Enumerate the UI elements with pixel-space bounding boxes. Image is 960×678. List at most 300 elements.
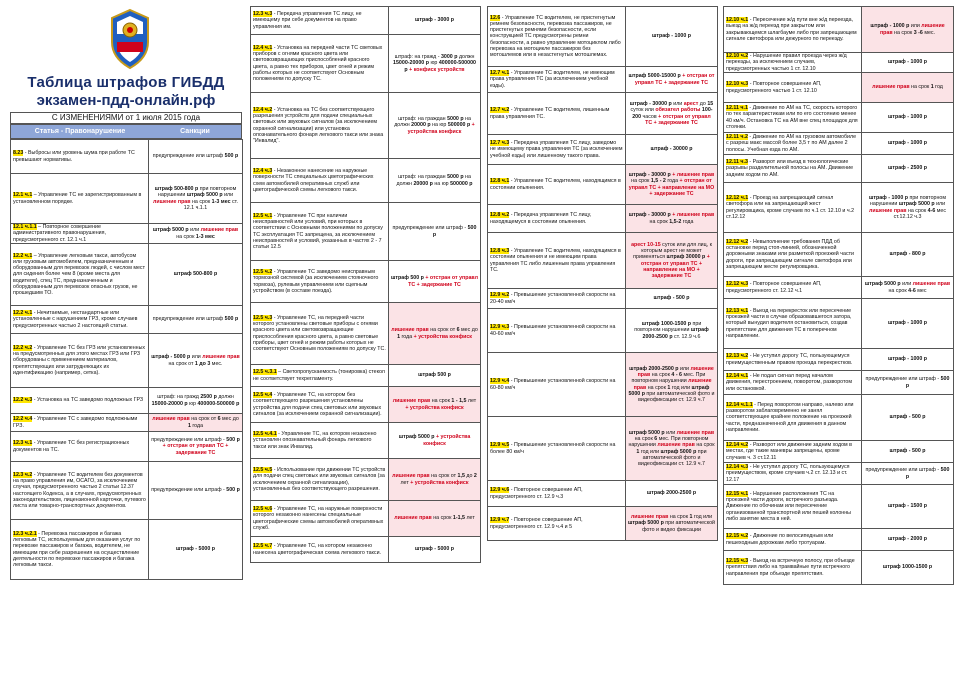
penalty-highlight: + направление на МО (656, 184, 715, 191)
article-number: 12.12 ч.1 (726, 195, 749, 202)
table-row (251, 423, 481, 459)
penalty-text: на срок (634, 436, 655, 443)
article-number: 12.3 ч.1 (13, 440, 33, 447)
penalty-cell (626, 165, 718, 205)
penalty-cell (149, 432, 243, 462)
article-number: 12.9 ч.6 (490, 487, 510, 494)
article-number: 12.7 ч.1 (490, 70, 510, 77)
violation-cell (488, 353, 626, 417)
penalty-text: штраф - 30000 р (650, 146, 693, 153)
penalty-text: часов (641, 113, 659, 120)
penalty-text: или (909, 23, 922, 30)
penalty-text: или (664, 430, 677, 437)
article-number: 12.6 (490, 15, 501, 22)
penalty-text: лет (464, 515, 475, 522)
penalty-text: штраф - 1000 р (870, 23, 910, 30)
penalty-text: 15 (707, 101, 714, 108)
penalty-cell (626, 507, 718, 541)
penalty-text: 500 р (905, 467, 950, 480)
penalty-highlight: + отстран от управл ТС (628, 178, 712, 191)
article-number: 12.10 ч.1 (726, 17, 749, 24)
article-number: 12.5 ч.4 (253, 392, 273, 399)
violation-text: - Управление ТС, на передней части которого установлены световые приборы с огнями красного цвета или световозвращающие приспособления красного цвета, а равно световые приборы, цвет огней и режим работы которых не соответствуют Основным положениям по допуску ТС. (253, 315, 386, 352)
violation-text: - Управление ТС водителем без документов на право управления им, ОСАГО, за исключением случая, предусмотренного частью 2 статьи 12.37 настоящего Кодекса, а в случаях, предусмотренных законодательством, лицензионной карточки, путевого листа или товарно-транспортных документов. (13, 472, 146, 509)
penalty-highlight: арест 10-15 (631, 242, 661, 249)
violation-text: - Управление ТС водителем, лишенным права управления ТС. (490, 107, 610, 120)
violation-cell (488, 93, 626, 135)
gibdd-emblem-icon (108, 8, 152, 70)
penalty-text: 3000 р (440, 54, 458, 61)
table-row (11, 174, 243, 224)
penalty-text: год или (670, 384, 692, 391)
violation-cell (251, 537, 389, 563)
table-row (251, 203, 481, 261)
article-number: 12.14 ч.1 (726, 373, 749, 380)
table-row (724, 53, 954, 73)
penalty-text: год (933, 84, 943, 91)
penalty-cell (389, 387, 481, 423)
penalty-cell (626, 205, 718, 233)
penalty-text: штраф - 5000 р (414, 546, 455, 553)
article-number: 12.8 ч.1 (490, 178, 510, 185)
penalty-text: ст. 12.1 ч.1.1 (183, 198, 238, 211)
penalty-text: 1 (689, 514, 693, 521)
violation-cell (11, 140, 149, 174)
penalty-text: 500 р (226, 487, 240, 494)
penalty-text: года (681, 218, 694, 225)
penalty-text: штраф - 1000 р (887, 320, 928, 327)
article-number: 12.13 ч.2 (726, 353, 749, 360)
penalty-highlight: + задержание ТС (651, 266, 700, 279)
penalty-highlight: + устройства конфиск (413, 333, 472, 340)
table-row (488, 165, 718, 205)
violation-cell (488, 309, 626, 353)
article-number: 12.5 ч.1 (253, 213, 273, 220)
penalty-cell (626, 135, 718, 165)
violation-cell (11, 462, 149, 520)
penalty-highlight: + устройства конфиск (407, 122, 475, 135)
table-row (724, 73, 954, 103)
article-number: 12.15 ч.2 (726, 533, 749, 540)
violation-text: - Управление ТС с заведомо подложными ГРЗ. (13, 416, 138, 429)
violation-cell (724, 103, 862, 133)
table-row (251, 365, 481, 387)
penalty-text: штраф - 2000 р (887, 536, 928, 543)
table-row (488, 205, 718, 233)
table-row (251, 261, 481, 303)
penalty-cell (149, 306, 243, 334)
table-row (11, 462, 243, 520)
violation-text: - Перевозка пассажиров и багажа легковым ТС, используемым для оказания услуг по перевозке пассажиров и багажа, водителем, не имеющим при себе разрешения на осуществление деятельности по перевозке пассажиров и багажа легковым такси. (13, 531, 141, 568)
violation-cell (251, 365, 389, 387)
violation-text: - Движение по велосипедным или пешеходным дорожкам либо тротуарам. (726, 533, 834, 546)
penalty-text: на срок (190, 198, 212, 205)
penalty-text: 400000-500000 р (197, 400, 240, 407)
violation-text: - Использование при движении ТС устройств для подачи спец световых или звуковых сигналов (за исключением охранной сигнализации), установленных без соответствующего разрешения. (253, 467, 386, 492)
violation-cell (724, 485, 862, 529)
table-row (11, 432, 243, 462)
penalty-text: штраф 5000 р (660, 448, 697, 455)
table-row (488, 67, 718, 93)
violation-cell (724, 133, 862, 155)
penalty-text: штраф - 1500 р (887, 503, 928, 510)
penalty-cell (389, 537, 481, 563)
penalty-cell (149, 244, 243, 306)
fines-table-4 (723, 6, 954, 585)
penalty-text: мес ст.12.12 ч.3 (893, 207, 947, 220)
penalty-text: 1 (930, 84, 934, 91)
penalty-cell (149, 520, 243, 580)
penalty-highlight: лишение прав (200, 227, 239, 234)
violation-text: - Управление ТС заведомо неисправным тормозной системой (за исключением стояночного тормоза), рулевым управлением или сцепным устройством (в составе поезда). (253, 269, 379, 294)
penalty-text: штраф 1000-1500 р (882, 564, 933, 571)
penalty-text: штраф 5000 р (398, 434, 435, 441)
violation-cell (488, 417, 626, 481)
article-number: 12.2 ч.4 (13, 416, 33, 423)
violation-cell (488, 165, 626, 205)
penalty-text: на срок (888, 287, 909, 294)
penalty-cell (149, 388, 243, 414)
table-row (251, 159, 481, 203)
penalty-text: предупреждение или штраф - (151, 487, 227, 494)
table-row (724, 233, 954, 277)
penalty-text: штраф 1000-1500 р (641, 321, 692, 328)
penalty-highlight: лишение прав (872, 84, 910, 91)
violation-cell (724, 551, 862, 585)
violation-text: - Управление ТС, на котором незаконно установлен опознавательный фонарь легкового такси или знак Инвалид. (253, 431, 377, 450)
violation-cell (488, 205, 626, 233)
penalty-cell (862, 485, 954, 529)
table-row (488, 481, 718, 507)
violation-text: - Управление ТС водителем, находящимся в состоянии опьянения и не имеющим права управления ТС либо лишенным права управления ТС. (490, 248, 621, 273)
penalty-text: лет (400, 479, 411, 486)
article-number: 12.3 ч.3 (253, 11, 273, 18)
penalty-text: 1 - 1,5 (451, 398, 467, 405)
violation-text: - Повторное совершение АП, предусмотренного ст. 12.9 ч.3 (490, 487, 583, 500)
penalty-cell (389, 423, 481, 459)
penalty-text: до (698, 101, 708, 108)
article-number: 12.2 ч.3 (13, 397, 33, 404)
article-number: 12.15 ч.3 (726, 558, 749, 565)
penalty-text: на срок (892, 29, 914, 36)
penalty-text: 1 (397, 333, 401, 340)
penalty-text: 4-6 (908, 287, 916, 294)
penalty-text: 5000 р (447, 174, 464, 181)
violation-text: - Разворот или движение задним ходом в местах, где такие маневры запрещены, кроме случаев ч. 3 ст.12.11 (726, 442, 852, 461)
violation-cell (488, 233, 626, 289)
penalty-cell (389, 159, 481, 203)
penalty-highlight: + устройства конфиск (423, 434, 471, 447)
violation-cell (488, 481, 626, 507)
penalty-text: при повторном нарушении (869, 195, 947, 208)
penalty-text: на юр (432, 180, 451, 187)
violation-cell (724, 7, 862, 53)
violation-text: - Управление ТС без ГРЗ или установленных на предусмотренных для этого местах ГРЗ или ГРЗ оборудованы с применением материалов, препятствующих или затрудняющих их идентификацию (например, сетка). (13, 345, 146, 376)
table-row (488, 353, 718, 417)
table-row (11, 414, 243, 432)
penalty-text: года (665, 178, 680, 185)
penalty-text: года (400, 333, 414, 340)
penalty-text: на юр (430, 122, 448, 129)
violation-cell (724, 371, 862, 395)
penalty-text: 3 -6 (913, 29, 923, 36)
violation-text: - Движение по АМ на ТС, скорость которого по тех характеристикам или по его состоянию менее 40 км/ч. Остановка ТС на АМ вне спец площадок для стоянки. (726, 105, 858, 130)
penalty-text: мес до (220, 416, 239, 423)
violation-text: - Управление ТС, на котором без соответствующего разрешения установлены устройства для подачи спец световых или звуковых сигналов (за исключением охранной сигнализации). (253, 392, 382, 417)
table-row (251, 537, 481, 563)
penalty-text: мес. При повторном нарушении (631, 372, 706, 385)
violation-text: - Управление ТС, на котором незаконно нанесена цветографическая схема легкового такси. (253, 543, 381, 556)
table-row (724, 277, 954, 299)
penalty-cell (389, 7, 481, 35)
penalty-highlight: лишение прав (392, 473, 430, 480)
table-row (724, 395, 954, 441)
penalty-text: 4 - 6 (671, 372, 683, 379)
penalty-text: штраф - 30000 р (628, 172, 671, 179)
penalty-cell (862, 395, 954, 441)
penalty-text: штраф 500-800 р (173, 271, 218, 278)
article-number: 8.23 (13, 150, 24, 157)
penalty-text: 1 (187, 422, 191, 429)
penalty-highlight: + отстран от управл ТС (162, 443, 224, 450)
penalty-text: предупреждение или штраф - (865, 376, 941, 383)
article-number: 12.11 ч.3 (726, 159, 748, 166)
violation-cell (724, 277, 862, 299)
violation-cell (11, 520, 149, 580)
penalty-text: 400000-500000 р (404, 60, 476, 73)
violation-cell (724, 299, 862, 349)
article-number: 12.3 ч.2.1 (13, 531, 37, 538)
penalty-highlight: обязател работы (655, 107, 701, 114)
penalty-text: штраф 30000 р (666, 254, 706, 261)
violation-text: – Повторное совершение административного правонарушения, предусмотренного ст. 12.1 ч.1 (13, 224, 106, 243)
table-row (488, 135, 718, 165)
penalty-text: 6 (654, 436, 658, 443)
article-number: 12.14 ч.3 (726, 464, 749, 471)
violation-cell (488, 507, 626, 541)
penalty-highlight: + устройства конфиск (405, 404, 464, 411)
fines-column-4 (723, 6, 953, 585)
penalty-highlight: лишение прав (633, 378, 712, 391)
violation-cell (724, 53, 862, 73)
violation-cell (11, 432, 149, 462)
penalty-highlight: лишение прав (394, 515, 432, 522)
table-row (724, 441, 954, 463)
penalty-text: 500 р (432, 225, 477, 238)
violation-text: - Движение по АМ на грузовом автомобиле с разреш макс массой более 3,5 т по АМ далее 2 полосы. Учебная езда по АМ. (726, 134, 857, 153)
penalty-highlight: + отстран от управл ТС (634, 73, 715, 86)
penalty-text: штраф - 1000 р (868, 195, 909, 202)
penalty-text: штраф 5000 р (628, 430, 665, 437)
penalty-text: на должн (396, 174, 471, 187)
penalty-highlight: лишение прав (657, 442, 695, 449)
penalty-text: 500000 р (450, 180, 473, 187)
penalty-text: на должн (394, 116, 471, 129)
penalty-text: штраф - 30000 р (628, 212, 671, 219)
table-row (11, 140, 243, 174)
violation-cell (251, 7, 389, 35)
article-number: 12.2 ч.1 (13, 310, 33, 317)
penalty-text: штраф: на граждан (398, 116, 448, 123)
penalty-highlight: лишение прав (637, 366, 714, 379)
penalty-text: 500 р (226, 437, 240, 444)
penalty-text: штраф - 5000 р (175, 546, 216, 553)
article-number: 12.4 ч.1 (253, 45, 273, 52)
penalty-text: штраф 500 р (391, 275, 424, 282)
article-number: 12.9 ч.4 (490, 378, 510, 385)
table-row (724, 183, 954, 233)
violation-text: - Выезд на перекресток или пересечение проезжей части в случае образовавшегося затора, который вынудил водителя остановиться, создав препятствие для движения ТС в поперечном направлении. (726, 308, 852, 339)
article-number: 12.10 ч.3 (726, 81, 749, 88)
table-row (724, 155, 954, 183)
violation-cell (724, 233, 862, 277)
penalty-text: штраф 500 р (418, 372, 451, 379)
violation-cell (724, 155, 862, 183)
table-row (488, 289, 718, 309)
violation-text: - Разворот или въезд в технологические разрывы разделительной полосы на АМ. Движение задним ходом по АМ. (726, 159, 854, 178)
penalty-text: 2 (473, 473, 477, 480)
penalty-text: мес. При повторном нарушении (628, 436, 709, 449)
fines-column-1 (10, 139, 242, 580)
penalty-text: штраф - 1000 р (651, 33, 692, 40)
penalty-highlight: + задержание ТС (175, 443, 229, 456)
penalty-text: должн (216, 394, 234, 401)
penalty-cell (862, 277, 954, 299)
penalty-text: штраф 5000 р (898, 201, 935, 208)
violation-cell (724, 463, 862, 485)
table-row (724, 133, 954, 155)
penalty-text: штраф - 3000 р (414, 17, 455, 24)
penalty-cell (149, 462, 243, 520)
penalty-cell (149, 414, 243, 432)
violation-cell (724, 349, 862, 371)
violation-text: - Передача управления ТС лицу, заведомо не имеющему права управления ТС (за исключением учебной езды) или лишенному такого права. (490, 140, 623, 159)
penalty-cell (862, 73, 954, 103)
penalty-text: штраф 5000-15000 р (628, 73, 681, 80)
penalty-highlight: + задержание ТС (652, 119, 698, 126)
penalty-text: штраф: на гражд - (394, 54, 441, 61)
violation-text: - Управление ТС водителем, не имеющим права управления ТС (за исключением учебной езды). (490, 70, 615, 89)
penalty-text: на срок (430, 398, 452, 405)
column-sanction: Санкции (180, 128, 210, 135)
article-number: 12.5 ч.6 (253, 506, 273, 513)
penalty-cell (862, 529, 954, 551)
penalty-highlight: + отстран от управл ТС (640, 254, 710, 267)
article-number: 12.15 ч.1 (726, 491, 749, 498)
article-number: 12.4 ч.2 (253, 107, 273, 114)
fines-column-2 (250, 6, 480, 563)
penalty-cell (389, 203, 481, 261)
penalty-text: на срок (650, 372, 672, 379)
penalty-highlight: + отстран от управл ТС (408, 275, 478, 288)
penalty-text: на срок от (428, 327, 457, 334)
violation-text: - Превышение установленной скорости на 40-60 км/ч (490, 324, 616, 337)
article-number: 12.9 ч.3 (490, 324, 510, 331)
penalty-highlight: лишение прав (391, 327, 429, 334)
penalty-text: 1 (667, 384, 671, 391)
penalty-cell (626, 353, 718, 417)
penalty-text: лет (466, 398, 477, 405)
fines-table-1 (10, 139, 243, 580)
penalty-cell (862, 103, 954, 133)
table-row (251, 459, 481, 501)
violation-text: - Установка на ТС без соответствующего разрешения устройств для подачи специальных световых или звуковых сигналов (за исключением охранной сигнализации) или установка опознавательного фонаря легкового такси или знака "Инвалид". (253, 107, 384, 144)
penalty-text: штраф - 2500 р (887, 165, 928, 172)
article-number: 12.14 ч.1.1 (726, 402, 753, 409)
penalty-text: год или (692, 514, 713, 521)
violation-text: - Управление ТС без регистрационных документов на ТС. (13, 440, 130, 453)
penalty-text: юр (187, 400, 198, 407)
violation-text: – Светопропускаемость (тонировка) стекол не соответствует техрегламенту. (253, 369, 385, 382)
violation-cell (724, 73, 862, 103)
article-number: 12.12 ч.2 (726, 239, 749, 246)
penalty-highlight: лишение прав (202, 354, 240, 361)
penalty-text: мес до (459, 327, 478, 334)
header (10, 6, 242, 112)
table-row (724, 7, 954, 53)
violation-cell (488, 135, 626, 165)
fines-table-3 (487, 6, 718, 541)
penalty-text: 6 (456, 327, 460, 334)
violation-cell (251, 203, 389, 261)
penalty-text: на срок от (168, 360, 195, 367)
penalty-highlight: лишение прав (676, 430, 715, 437)
violation-cell (251, 159, 389, 203)
violation-cell (11, 306, 149, 334)
penalty-text: или (900, 281, 913, 288)
article-number: 12.7 ч.3 (490, 140, 510, 147)
penalty-cell (862, 53, 954, 73)
penalty-text: суток или для лиц, к которым арест не может применяться (633, 242, 712, 261)
violation-text: - Невыполнение требования ПДД об остановке перед стоп-линией, обозначенной дорожными знаками или разметкой проезжей части дороги, при запрещающем сигнале светофора или запрещающем жесте регулировщика. (726, 239, 854, 270)
violation-text: - Повторное совершение АП, предусмотренного ст. 12.9 ч.4 и 5 (490, 517, 583, 530)
penalty-highlight: + конфиск устройств (407, 66, 465, 73)
penalty-text: при автоматической фото и видео фиксации (642, 520, 715, 533)
article-number: 12.5 ч.3 (253, 315, 273, 322)
penalty-text: на срок (649, 218, 670, 225)
violation-text: - Проезд на запрещающий сигнал светофора или на запрещающий жест регулировщика, кроме случаев по ч.1 ст. 12.10 и ч.2 ст.12.12 (726, 195, 855, 220)
penalty-text: на срок от (429, 473, 458, 480)
penalty-highlight: лишение прав (868, 207, 907, 214)
penalty-text: 15000-20000 р (151, 400, 188, 407)
penalty-cell (862, 183, 954, 233)
table-row (11, 334, 243, 388)
penalty-text: мес (915, 287, 927, 294)
changes-banner: С ИЗМЕНЕНИЯМИ от 1 июля 2015 года (10, 112, 242, 124)
violation-text: - Не уступил дорогу ТС, пользующемуся преимуществом, кроме случаев ч.2 ст. 12.13 и ст. 12.17 (726, 464, 850, 483)
penalty-text: при автоматической фото и видеофиксации ст. 12.9 ч.7 (638, 448, 707, 467)
violation-text: - Выезд на встречную полосу, при объезде препятствия либо на трамвайные пути встречного направления при объезде препятствия. (726, 558, 855, 577)
penalty-highlight: лишение прав (392, 398, 431, 405)
penalty-cell (862, 299, 954, 349)
penalty-text: штраф 2000-2500 р (642, 327, 709, 340)
penalty-cell (862, 233, 954, 277)
table-row (488, 507, 718, 541)
article-number: 12.4 ч.3 (253, 168, 273, 175)
penalty-cell (862, 551, 954, 585)
table-row (251, 7, 481, 35)
penalty-text: год или (639, 448, 661, 455)
penalty-text: 5000 р (447, 116, 464, 123)
penalty-text: 15000-20000 р (393, 60, 429, 67)
violation-cell (251, 501, 389, 537)
violation-cell (251, 35, 389, 93)
table-row (724, 349, 954, 371)
table-row (251, 303, 481, 365)
article-number: 12.5 ч.4.1 (253, 431, 277, 438)
penalty-text: 100-200 (632, 107, 713, 120)
penalty-text: штраф 2000-2500 р (629, 366, 679, 373)
